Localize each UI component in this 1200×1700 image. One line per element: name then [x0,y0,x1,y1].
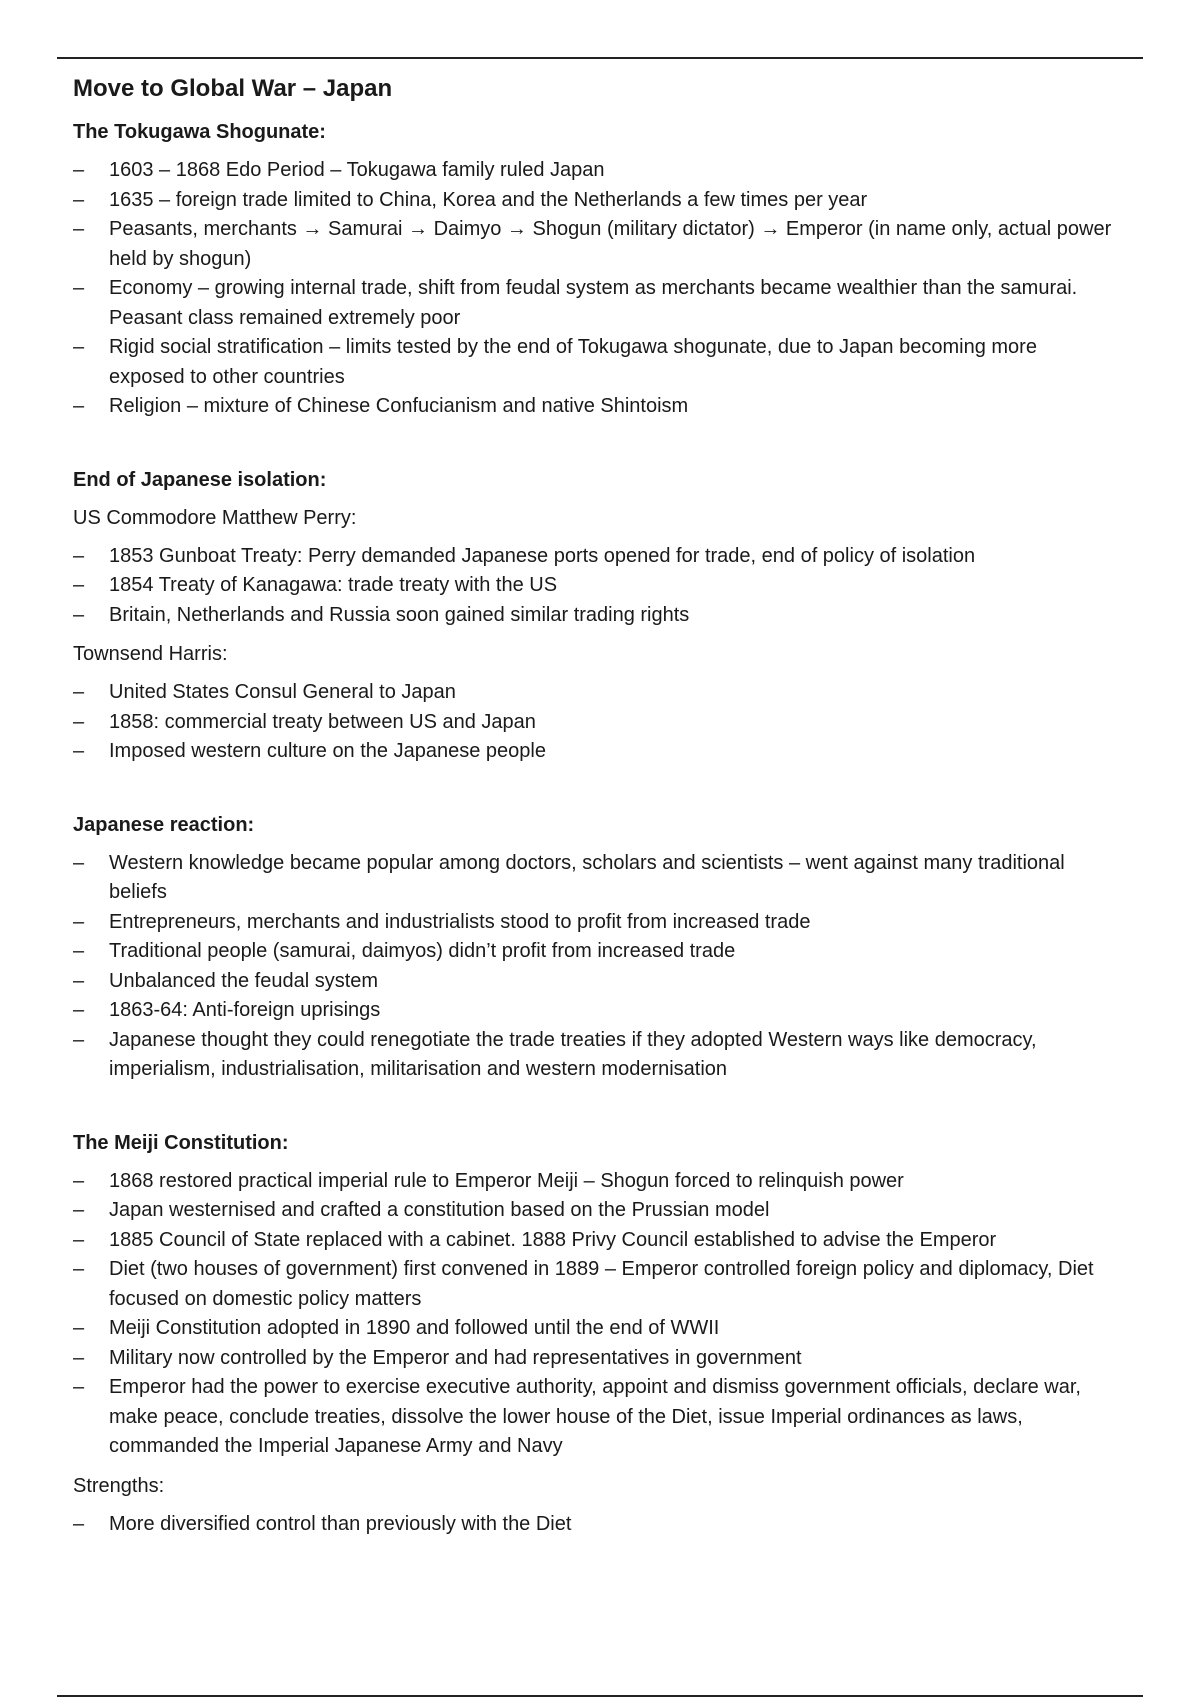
bullet-item: – Imposed western culture on the Japanese people [73,737,1113,767]
bullet-list [73,849,1113,1085]
bullet-item: – Emperor had the power to exercise executive authority, appoint and dismiss government officials, declare war, make peace, conclude treaties, dissolve the lower house of the Diet, issue Imperial ordinances as laws, commanded the Imperial Japanese Army and Navy [73,1373,1113,1462]
bullet-list [73,1167,1113,1462]
bottom-rule [57,1695,1143,1697]
section [73,811,1113,1085]
bullet-item: – 1868 restored practical imperial rule to Emperor Meiji – Shogun forced to relinquish power [73,1167,1113,1197]
bullet-item: – United States Consul General to Japan [73,678,1113,708]
bullet-list [73,542,1113,631]
bullet-item: – Meiji Constitution adopted in 1890 and followed until the end of WWII [73,1314,1113,1344]
bullet-item: – Japanese thought they could renegotiate the trade treaties if they adopted Western ways like democracy, imperialism, industrialisation, militarisation and western modernisation [73,1026,1113,1085]
bullet-item: – Military now controlled by the Emperor and had representatives in government [73,1344,1113,1374]
bullet-item: – Religion – mixture of Chinese Confucianism and native Shintoism [73,392,1113,422]
document-body [73,72,1113,1549]
bullet-item: – Entrepreneurs, merchants and industrialists stood to profit from increased trade [73,908,1113,938]
subheading: Townsend Harris: [73,643,228,665]
bullet-item: – 1858: commercial treaty between US and Japan [73,708,1113,738]
document-title: Move to Global War – Japan [73,75,393,102]
section [73,1129,1113,1540]
section [73,466,1113,767]
bullet-list [73,1510,1113,1540]
bullet-item: – 1863-64: Anti-foreign uprisings [73,996,1113,1026]
bullet-item: – Traditional people (samurai, daimyos) didn’t profit from increased trade [73,937,1113,967]
bullet-item: – 1635 – foreign trade limited to China, Korea and the Netherlands a few times per year [73,186,1113,216]
section [73,118,1113,422]
bullet-item: – Japan westernised and crafted a constitution based on the Prussian model [73,1196,1113,1226]
bullet-item: – Economy – growing internal trade, shift from feudal system as merchants became wealthier than the samurai. Peasant class remained extremely poor [73,274,1113,333]
bullet-item: – Rigid social stratification – limits tested by the end of Tokugawa shogunate, due to Japan becoming more exposed to other countries [73,333,1113,392]
subheading: US Commodore Matthew Perry: [73,506,357,529]
bullet-item: – Peasants, merchants → Samurai → Daimyo → Shogun (military dictator) → Emperor (in name only, actual power held by shogun) [73,215,1113,274]
subheading: Strengths: [73,1474,165,1497]
bullet-item: – Unbalanced the feudal system [73,967,1113,997]
bullet-item: – More diversified control than previously with the Diet [73,1510,1113,1540]
section-heading: The Meiji Constitution: [73,1131,289,1154]
bullet-item: – 1603 – 1868 Edo Period – Tokugawa family ruled Japan [73,156,1113,186]
bullet-item: – Britain, Netherlands and Russia soon gained similar trading rights [73,601,1113,631]
bullet-item: – 1885 Council of State replaced with a cabinet. 1888 Privy Council established to advise the Emperor [73,1226,1113,1256]
bullet-list [73,156,1113,422]
sections-container [73,118,1113,1539]
bullet-item: – Western knowledge became popular among doctors, scholars and scientists – went against many traditional beliefs [73,849,1113,908]
bullet-item: – Diet (two houses of government) first convened in 1889 – Emperor controlled foreign policy and diplomacy, Diet focused on domestic policy matters [73,1255,1113,1314]
section-heading: End of Japanese isolation: [73,468,327,491]
section-heading: Japanese reaction: [73,813,255,836]
bullet-list [73,678,1113,767]
top-rule [57,57,1143,59]
bullet-item: – 1853 Gunboat Treaty: Perry demanded Japanese ports opened for trade, end of policy of isolation [73,542,1113,572]
section-heading: The Tokugawa Shogunate: [73,121,326,143]
bullet-item: – 1854 Treaty of Kanagawa: trade treaty with the US [73,571,1113,601]
